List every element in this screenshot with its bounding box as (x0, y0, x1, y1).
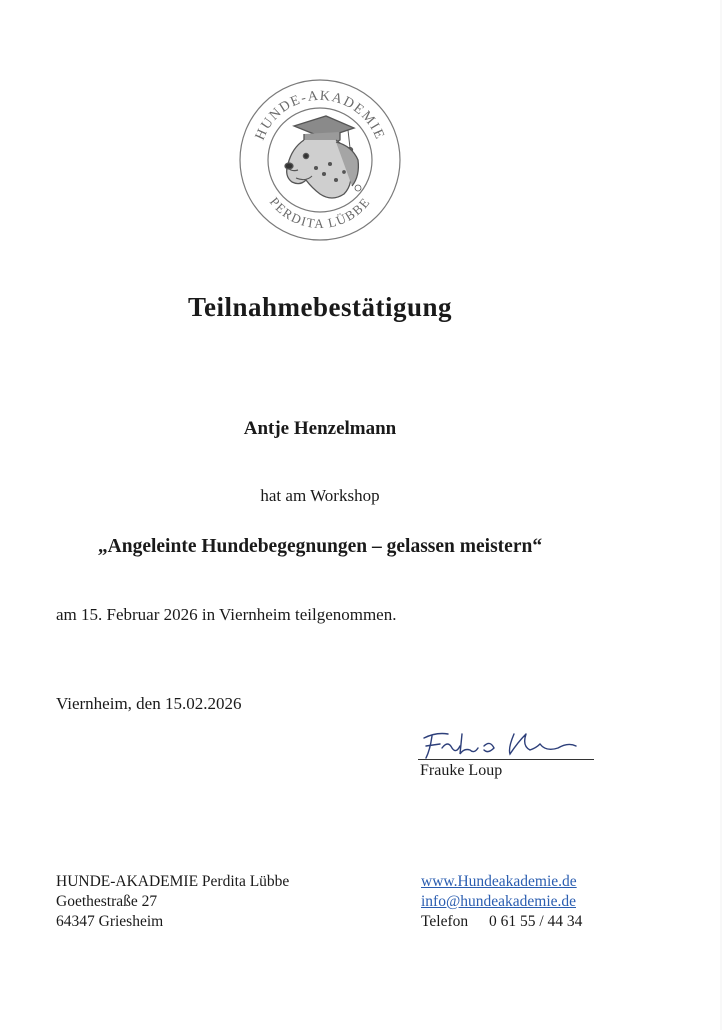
participant-name: Antje Henzelmann (243, 418, 397, 439)
signature-line (418, 759, 594, 760)
page-title: Teilnahmebestätigung (187, 292, 453, 322)
signer-name: Frauke Loup (420, 762, 503, 779)
workshop-intro: hat am Workshop (260, 486, 380, 505)
workshop-title: „Angeleinte Hundebegegnungen – gelassen meistern“ (97, 536, 543, 557)
place-date: Viernheim, den 15.02.2026 (56, 694, 242, 713)
address-street: Goethestraße 27 (56, 893, 158, 910)
email-link[interactable]: info@hundeakademie.de (421, 893, 577, 910)
website-link[interactable]: www.Hundeakademie.de (421, 873, 577, 890)
attendance-line: am 15. Februar 2026 in Viernheim teilgenommen. (56, 605, 397, 624)
seal-text-bottom: PERDITA LÜBBE (266, 194, 374, 232)
phone-number: 0 61 55 / 44 34 (489, 913, 583, 930)
footer-address (56, 872, 289, 932)
seal-text-top: HUNDE-AKADEMIE (252, 88, 388, 143)
address-city: 64347 Griesheim (56, 913, 164, 930)
phone-label: Telefon (421, 913, 469, 930)
address-org: HUNDE-AKADEMIE Perdita Lübbe (56, 873, 290, 890)
academy-seal (236, 76, 404, 244)
scan-edge (720, 0, 722, 1030)
phone-row (421, 912, 582, 932)
dog-with-graduation-cap-icon (285, 116, 361, 198)
signature (418, 724, 598, 764)
footer-contact (421, 872, 582, 932)
